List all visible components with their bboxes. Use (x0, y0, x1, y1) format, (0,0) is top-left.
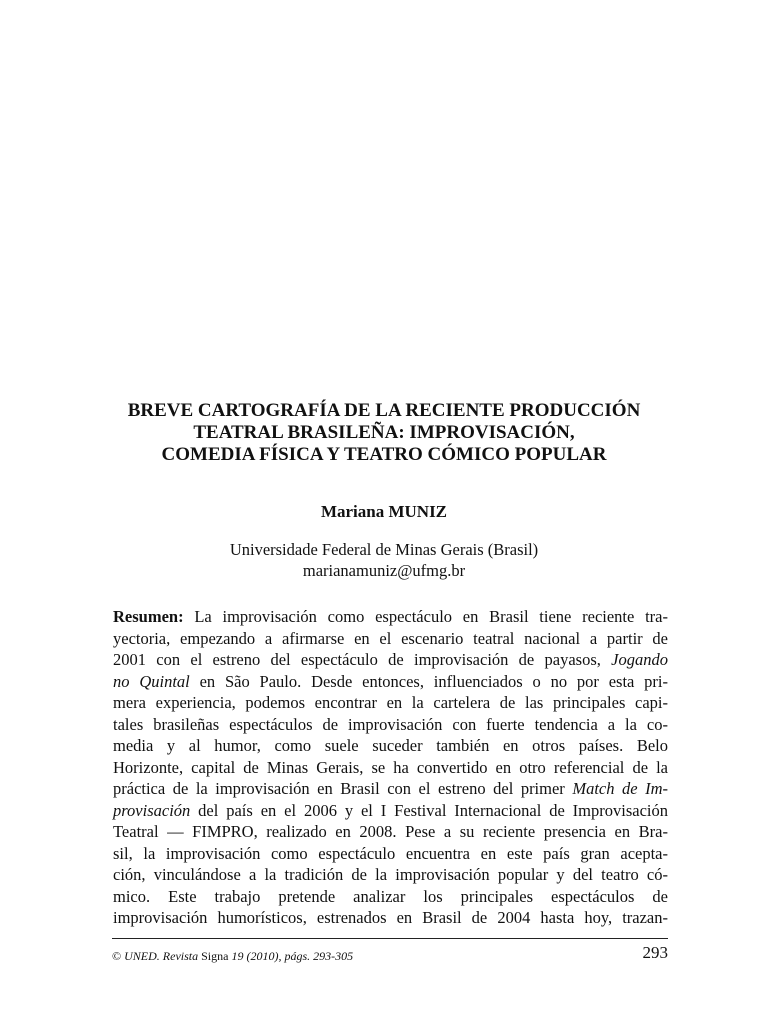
author-email[interactable]: marianamuniz@ufmg.br (302, 561, 466, 580)
affiliation (90, 539, 678, 581)
italic-title: no Quintal (113, 671, 190, 691)
title-line-1: BREVE CARTOGRAFÍA DE LA RECIENTE PRODUCCIÓN (127, 400, 641, 421)
abstract-line: media y al humor, como suele suceder también en otros países. Belo (113, 736, 668, 755)
abstract-line: improvisación humorísticos, estrenados en Brasil de 2004 hasta hoy, trazan- (113, 908, 668, 927)
abstract-line: yectoria, empezando a afirmarse en el escenario teatral nacional a partir de (113, 628, 668, 648)
abstract-line: práctica de la improvisación en Brasil con el estreno del primer Match de Im- (113, 779, 668, 798)
abstract (113, 606, 668, 929)
abstract-line: Horizonte, capital de Minas Gerais, se ha convertido en otro referencial de la (113, 757, 668, 777)
abstract-label: Resumen: (113, 607, 184, 626)
abstract-line: mico. Este trabajo pretende analizar los principales espectáculos de (113, 886, 668, 906)
italic-title: provisación (113, 800, 191, 820)
footer-rule (112, 938, 668, 939)
abstract-line: Teatral — FIMPRO, realizado en 2008. Pese a su reciente presencia en Bra- (113, 822, 668, 841)
title-line-3: COMEDIA FÍSICA Y TEATRO CÓMICO POPULAR (161, 444, 607, 465)
abstract-line: tales brasileñas espectáculos de improvisación con fuerte tendencia a la co- (113, 714, 668, 734)
author-name: Mariana MUNIZ (320, 502, 448, 521)
abstract-line: no Quintal en São Paulo. Desde entonces, influenciados o no por esta pri- (113, 671, 669, 691)
institution: Universidade Federal de Minas Gerais (Brasil) (229, 540, 539, 559)
title-line-2: TEATRAL BRASILEÑA: IMPROVISACIÓN, (193, 422, 575, 443)
page-number: 293 (642, 943, 668, 962)
footer-citation: © UNED. Revista Signa 19 (2010), págs. 293-305 (112, 949, 354, 963)
abstract-line: sil, la improvisación como espectáculo encuentra en este país gran acepta- (113, 843, 668, 863)
abstract-line: mera experiencia, podemos encontrar en la cartelera de las principales capi- (113, 693, 668, 712)
italic-title: Jogando (611, 650, 668, 669)
italic-title: Match de Im- (572, 779, 668, 798)
abstract-line: Resumen: La improvisación como espectáculo en Brasil tiene reciente tra- (113, 607, 668, 626)
article-title (90, 400, 678, 466)
abstract-line: 2001 con el estreno del espectáculo de improvisación de payasos, Jogando (113, 650, 668, 669)
abstract-line: ción, vinculándose a la tradición de la improvisación popular y del teatro có- (113, 865, 668, 884)
abstract-line: provisación del país en el 2006 y el I Festival Internacional de Improvisación (113, 800, 668, 820)
